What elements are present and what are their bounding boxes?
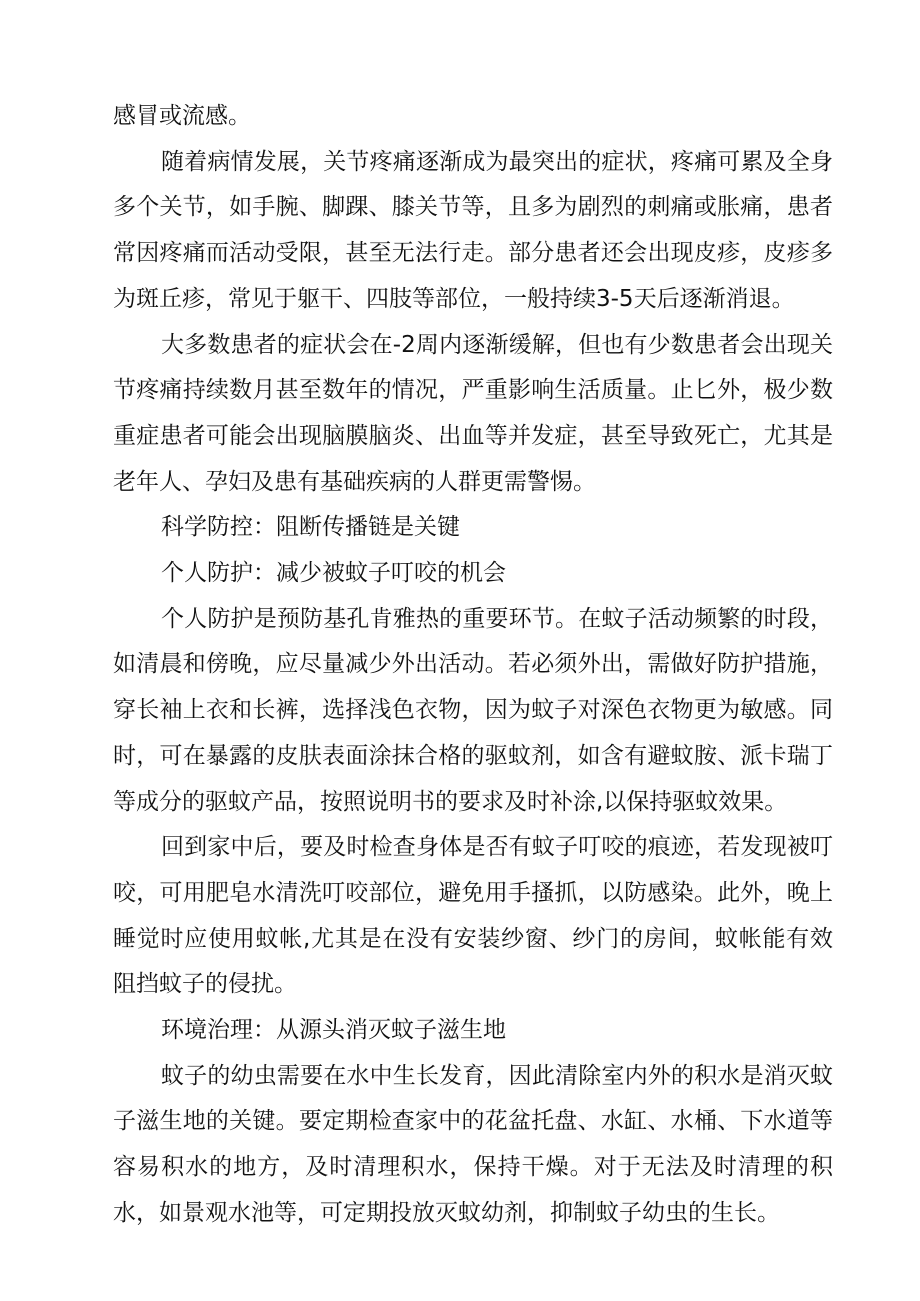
section-heading-environment: 环境治理：从源头消灭蚊子滋生地 — [161, 1017, 506, 1044]
paragraph-recovery: 大多数患者的症状会在-2周内逐渐缓解，但也有少数患者会出现关节疼痛持续数月甚至数年的情况，严重影响生活质量。止匕外，极少数重症患者可能会出现脑膜脑炎、出血等并发症，甚至导致死亡，尤其是老年人、孕妇及患有基础疾病的人群更需警惕。 — [113, 331, 833, 495]
section-heading-prevention: 科学防控：阻断传播链是关键 — [161, 514, 460, 541]
document-body — [113, 94, 833, 1237]
paragraph-joint-pain: 随着病情发展，关节疼痛逐渐成为最突出的症状，疼痛可累及全身多个关节，如手腕、脚踝、膝关节等，且多为剧烈的刺痛或胀痛，患者常因疼痛而活动受限，甚至无法行走。部分患者还会出现皮疹，皮疹多为斑丘疹，常见于躯干、四肢等部位，一般持续3-5天后逐渐消退。 — [113, 148, 833, 312]
paragraph-environment: 蚊子的幼虫需要在水中生长发育，因此清除室内外的积水是消灭蚊子滋生地的关键。要定期检查家中的花盆托盘、水缸、水桶、下水道等容易积水的地方，及时清理积水，保持干燥。对于无法及时清理的积水，如景观水池等，可定期投放灭蚊幼剂，抑制蚊子幼虫的生长。 — [113, 1062, 833, 1226]
paragraph-home-check: 回到家中后，要及时检查身体是否有蚊子叮咬的痕迹，若发现被叮咬，可用肥皂水清洗叮咬部位，避免用手搔抓，以防感染。此外，晚上睡觉时应使用蚊帐,尤其是在没有安装纱窗、纱门的房间，蚊帐能有效阻挡蚊子的侵扰。 — [113, 834, 833, 998]
paragraph-continuation: 感冒或流感。 — [113, 103, 251, 129]
paragraph-personal-protection: 个人防护是预防基孔肯雅热的重要环节。在蚊子活动频繁的时段，如清晨和傍晚，应尽量减少外出活动。若必须外出，需做好防护措施，穿长袖上衣和长裤，选择浅色衣物，因为蚊子对深色衣物更为敏感。同时，可在暴露的皮肤表面涂抹合格的驱蚊剂，如含有避蚊胺、派卡瑞丁等成分的驱蚊产品，按照说明书的要求及时补涂,以保持驱蚊效果。 — [113, 605, 833, 815]
section-heading-personal-protection: 个人防护：减少被蚊子叮咬的机会 — [161, 560, 506, 587]
